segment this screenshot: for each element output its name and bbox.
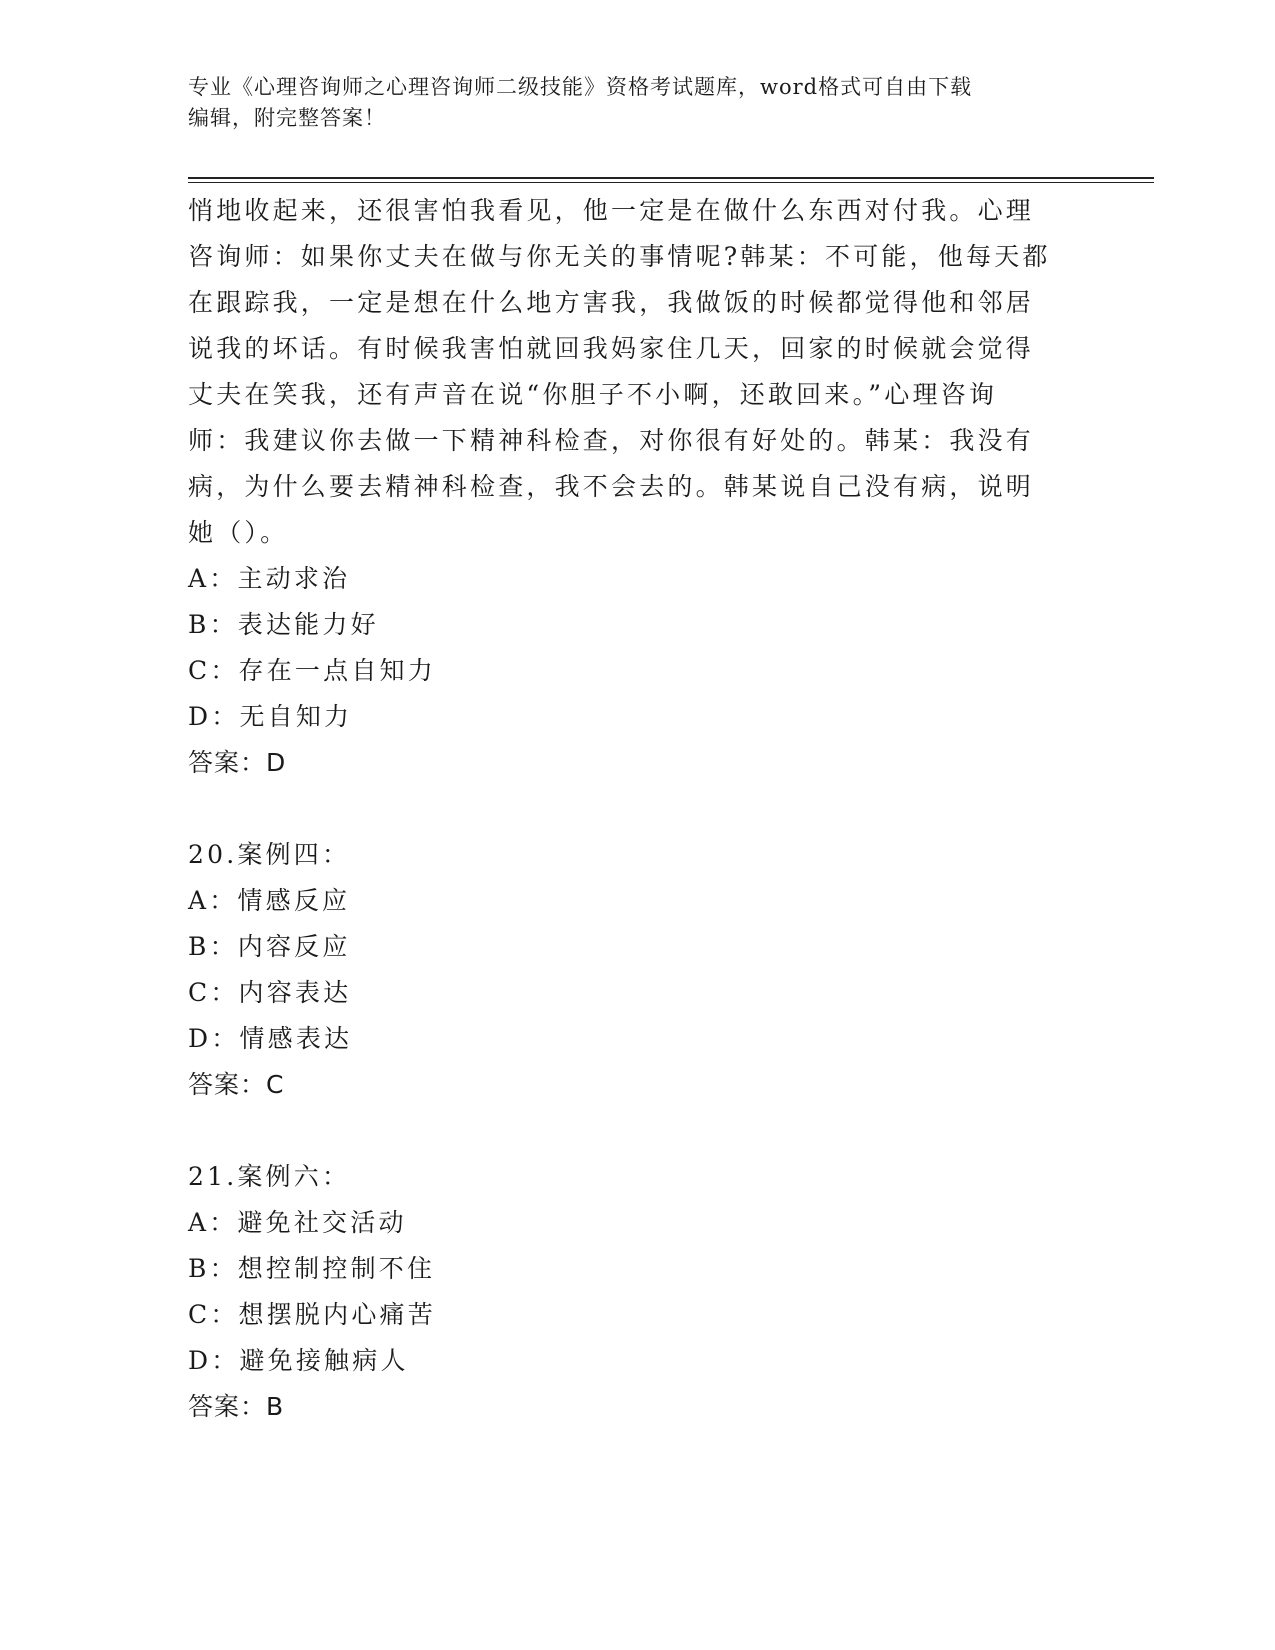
- option-d: D：情感表达: [188, 1024, 353, 1053]
- option-a: A：主动求治: [188, 564, 351, 593]
- question-text-line: 悄地收起来，还很害怕我看见，他一定是在做什么东西对付我。心理: [188, 196, 1035, 225]
- question-text-line: 她（）。: [188, 518, 289, 547]
- question-19: [188, 188, 1088, 786]
- spacer: [188, 1108, 1088, 1154]
- header-rule-thick: [188, 177, 1154, 179]
- question-text-line: 师：我建议你去做一下精神科检查，对你很有好处的。韩某：我没有: [188, 426, 1035, 455]
- option-b: B：表达能力好: [188, 610, 379, 639]
- answer-line: 答案：C: [188, 1070, 285, 1099]
- option-a: A：避免社交活动: [188, 1208, 407, 1237]
- question-20: [188, 832, 1088, 1108]
- question-text-line: 咨询师：如果你丈夫在做与你无关的事情呢?韩某：不可能，他每天都: [188, 242, 1051, 271]
- option-c: C：想摆脱内心痛苦: [188, 1300, 436, 1329]
- question-text-line: 丈夫在笑我，还有声音在说“你胆子不小啊，还敢回来。”心理咨询: [188, 380, 998, 409]
- question-title: 20.案例四：: [188, 840, 351, 869]
- header-rule-thin: [188, 182, 1154, 183]
- question-21: [188, 1154, 1088, 1430]
- answer-line: 答案：B: [188, 1392, 285, 1421]
- option-d: D：无自知力: [188, 702, 353, 731]
- option-a: A：情感反应: [188, 886, 351, 915]
- answer-line: 答案：D: [188, 748, 287, 777]
- question-text-line: 说我的坏话。有时候我害怕就回我妈家住几天，回家的时候就会觉得: [188, 334, 1035, 363]
- header-line-2: 编辑，附完整答案！: [188, 106, 386, 130]
- question-text-line: 病，为什么要去精神科检查，我不会去的。韩某说自己没有病，说明: [188, 472, 1035, 501]
- spacer: [188, 786, 1088, 832]
- document-header: [188, 72, 1088, 134]
- header-line-1: 专业《心理咨询师之心理咨询师二级技能》资格考试题库，word格式可自由下载: [188, 75, 973, 99]
- option-c: C：内容表达: [188, 978, 352, 1007]
- option-b: B：想控制控制不住: [188, 1254, 436, 1283]
- option-b: B：内容反应: [188, 932, 351, 961]
- option-d: D：避免接触病人: [188, 1346, 409, 1375]
- document-body: [188, 188, 1088, 1430]
- question-title: 21.案例六：: [188, 1162, 351, 1191]
- question-text-line: 在跟踪我，一定是想在什么地方害我，我做饭的时候都觉得他和邻居: [188, 288, 1035, 317]
- option-c: C：存在一点自知力: [188, 656, 436, 685]
